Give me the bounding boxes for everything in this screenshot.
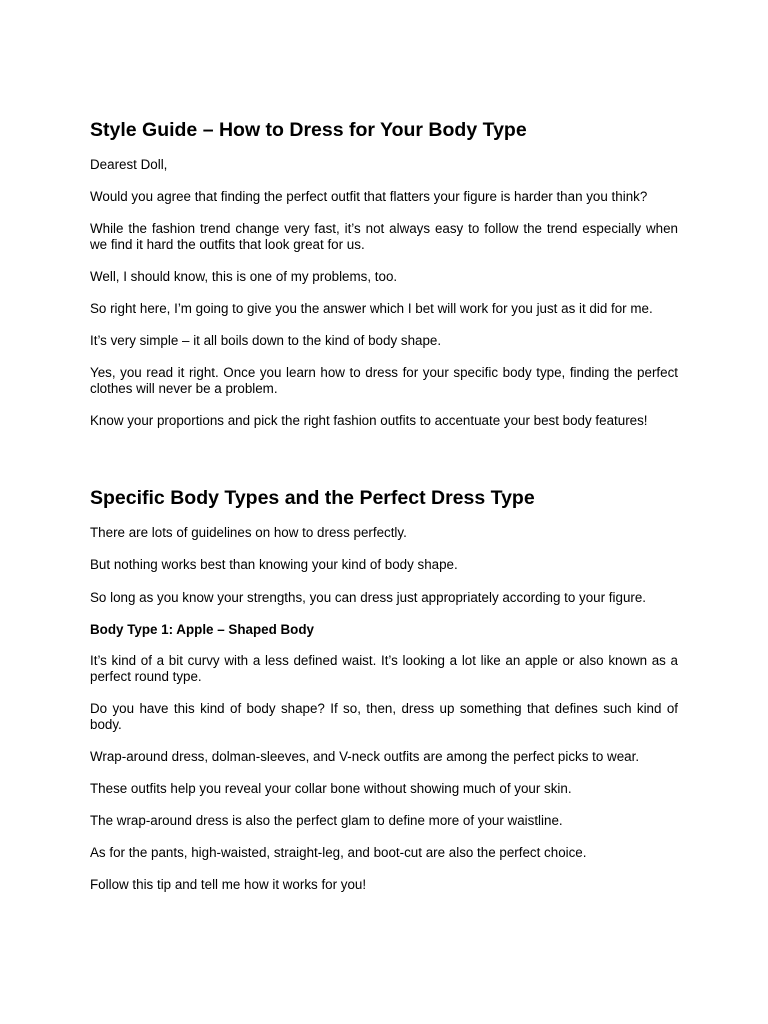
paragraph: It’s kind of a bit curvy with a less defined waist. It’s looking a lot like an apple or also known as a perfect round type. bbox=[90, 653, 678, 684]
paragraph: So right here, I’m going to give you the answer which I bet will work for you just as it did for me. bbox=[90, 301, 653, 316]
section-heading: Specific Body Types and the Perfect Dress Type bbox=[90, 487, 535, 509]
paragraph: Well, I should know, this is one of my problems, too. bbox=[90, 269, 398, 284]
paragraph: But nothing works best than knowing your kind of body shape. bbox=[90, 557, 458, 572]
salutation: Dearest Doll, bbox=[90, 157, 168, 172]
subheading: Body Type 1: Apple – Shaped Body bbox=[90, 622, 314, 637]
paragraph: The wrap-around dress is also the perfect glam to define more of your waistline. bbox=[90, 813, 563, 828]
paragraph: As for the pants, high-waisted, straight-leg, and boot-cut are also the perfect choice. bbox=[90, 845, 587, 860]
paragraph: Would you agree that finding the perfect outfit that flatters your figure is harder than you think? bbox=[90, 189, 648, 204]
paragraph: Do you have this kind of body shape? If so, then, dress up something that defines such kind of body. bbox=[90, 701, 678, 732]
page-title: Style Guide – How to Dress for Your Body Type bbox=[90, 119, 527, 141]
paragraph: While the fashion trend change very fast, it’s not always easy to follow the trend especially when we find it hard the outfits that look great for us. bbox=[90, 221, 678, 252]
paragraph: There are lots of guidelines on how to dress perfectly. bbox=[90, 525, 407, 540]
paragraph: These outfits help you reveal your collar bone without showing much of your skin. bbox=[90, 781, 572, 796]
paragraph: Know your proportions and pick the right fashion outfits to accentuate your best body features! bbox=[90, 413, 648, 428]
paragraph: Wrap-around dress, dolman-sleeves, and V-neck outfits are among the perfect picks to wear. bbox=[90, 749, 640, 764]
paragraph: It’s very simple – it all boils down to the kind of body shape. bbox=[90, 333, 442, 348]
paragraph: Yes, you read it right. Once you learn how to dress for your specific body type, finding the perfect clothes will never be a problem. bbox=[90, 365, 678, 396]
paragraph: So long as you know your strengths, you can dress just appropriately according to your figure. bbox=[90, 590, 647, 605]
paragraph: Follow this tip and tell me how it works for you! bbox=[90, 877, 367, 892]
